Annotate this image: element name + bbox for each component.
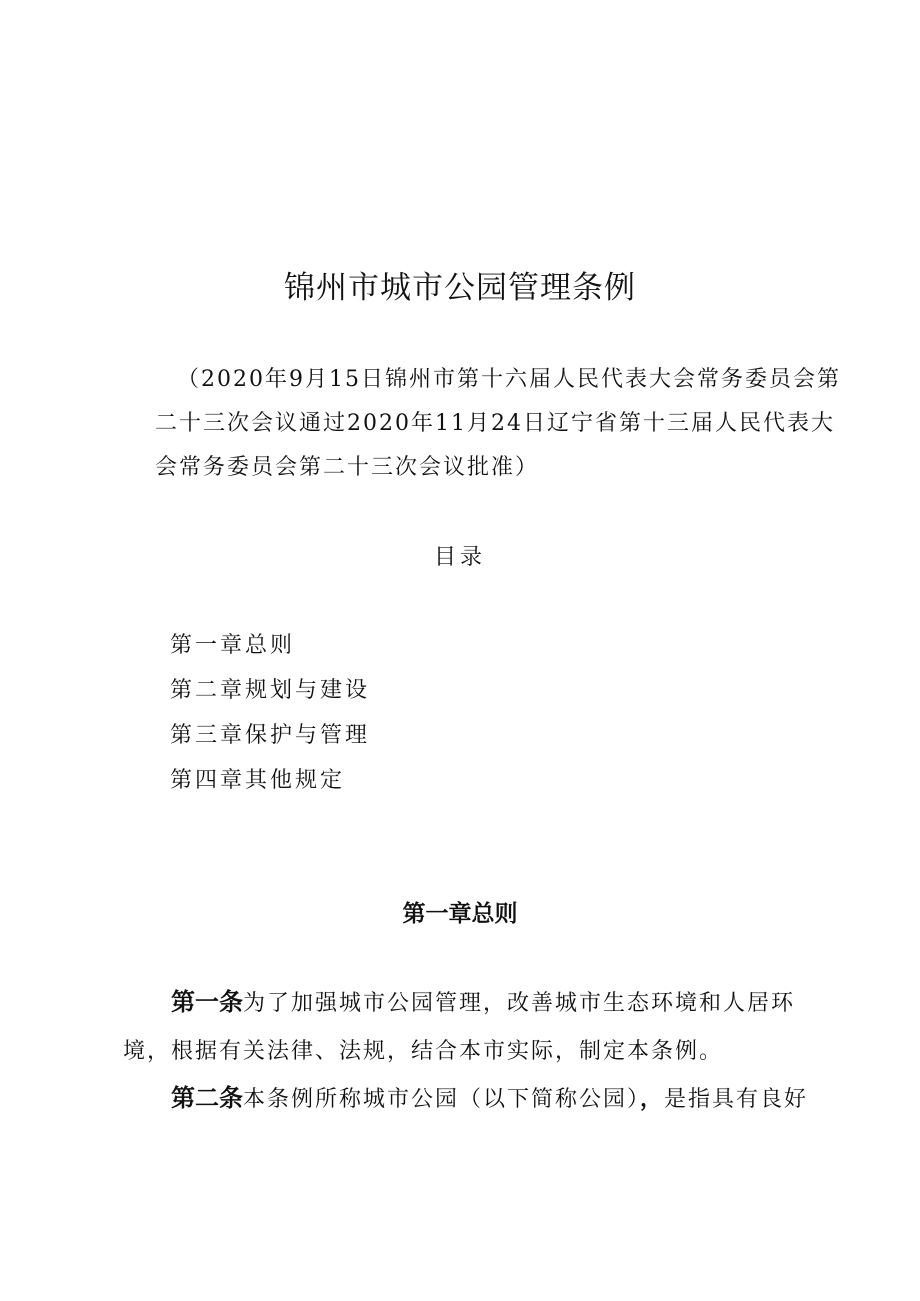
article-text: 本条例所称城市公园（以下简称公园） xyxy=(243,1087,641,1112)
enactment-note xyxy=(155,358,841,490)
article-number: 第一条 xyxy=(171,988,243,1016)
enactment-note-line: 二十三次会议通过2020年11月24日辽宁省第十三届人民代表大 xyxy=(155,411,835,436)
article-number: 第二条 xyxy=(171,1084,243,1112)
toc-item: 第三章保护与管理 xyxy=(170,723,371,748)
toc-item: 第二章规划与建设 xyxy=(170,678,371,703)
article-line: 境，根据有关法律、法规，结合本市实际，制定本条例。 xyxy=(123,1039,724,1064)
toc-item: 第四章其他规定 xyxy=(170,768,346,793)
article-line xyxy=(123,1074,813,1124)
toc-heading: 目录 xyxy=(433,545,486,570)
article-line xyxy=(123,978,813,1028)
enactment-note-line: 会常务委员会第二十三次会议批准） xyxy=(155,455,540,480)
article-1 xyxy=(123,978,813,1076)
article-2 xyxy=(123,1074,813,1124)
table-of-contents xyxy=(170,623,370,803)
toc-item: 第一章总则 xyxy=(170,633,296,658)
chapter-heading: 第一章总则 xyxy=(402,901,518,927)
document-title: 锦州市城市公园管理条例 xyxy=(284,270,636,306)
article-punctuation: ， xyxy=(640,1086,665,1112)
enactment-note-line: （2020年9月15日锦州市第十六届人民代表大会常务委员会第 xyxy=(177,367,841,392)
article-text: 为了加强城市公园管理，改善城市生态环境和人居环 xyxy=(243,991,796,1016)
article-text: 是指具有良好 xyxy=(664,1087,809,1112)
